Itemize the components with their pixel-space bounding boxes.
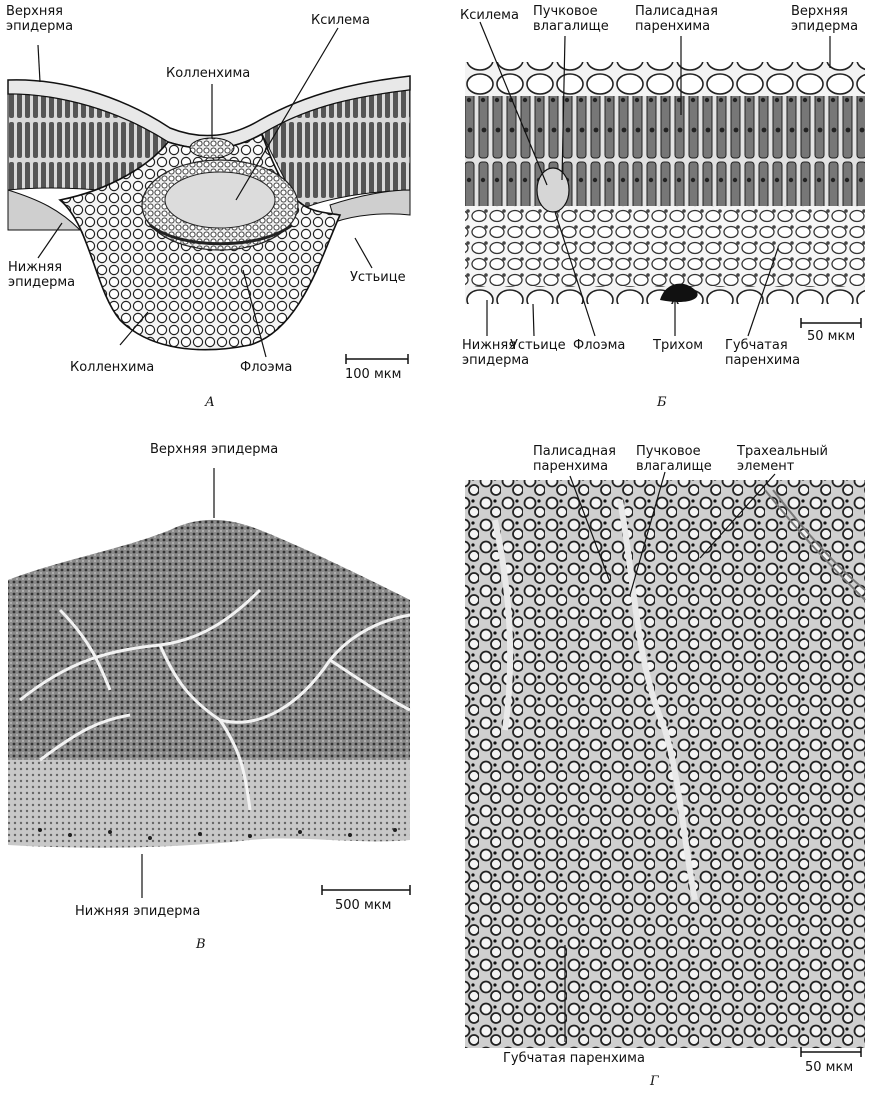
label-d-tracheal: Трахеальный элемент bbox=[737, 444, 828, 474]
scale-label-c: 500 мкм bbox=[335, 898, 392, 913]
scale-label-d: 50 мкм bbox=[805, 1060, 854, 1075]
label-collenchyma-bottom: Колленхима bbox=[70, 360, 155, 375]
scale-label-b: 50 мкм bbox=[807, 329, 856, 344]
panel-c-micrograph bbox=[0, 430, 435, 970]
panel-d-micrograph bbox=[435, 430, 870, 1094]
label-collenchyma-top: Колленхима bbox=[166, 66, 251, 81]
panel-c bbox=[0, 430, 435, 970]
caption-b: Б bbox=[657, 395, 667, 410]
panel-d-scale-bar bbox=[801, 1047, 861, 1057]
label-b-trichome: Трихом bbox=[653, 338, 704, 353]
label-b-lower-epidermis: Нижняя эпидерма bbox=[462, 338, 530, 368]
panel-b-scale-bar bbox=[801, 318, 861, 328]
panel-b bbox=[435, 0, 870, 420]
caption-a: А bbox=[205, 395, 215, 410]
label-d-palisade: Палисадная паренхима bbox=[533, 444, 616, 474]
panel-d bbox=[435, 430, 870, 1094]
label-d-spongy: Губчатая паренхима bbox=[503, 1051, 645, 1066]
label-phloem: Флоэма bbox=[240, 360, 293, 375]
label-upper-epidermis: Верхняя эпидерма bbox=[6, 4, 74, 34]
caption-d: Г bbox=[650, 1074, 659, 1089]
label-c-upper-epidermis: Верхняя эпидерма bbox=[150, 442, 279, 457]
label-b-palisade: Палисадная паренхима bbox=[635, 4, 718, 34]
label-b-xylem: Ксилема bbox=[460, 8, 519, 23]
label-stoma: Устьице bbox=[350, 270, 406, 285]
label-b-bundle-sheath: Пучковое влагалище bbox=[533, 4, 609, 34]
label-xylem: Ксилема bbox=[311, 13, 370, 28]
scale-label-a: 100 мкм bbox=[345, 367, 402, 382]
label-b-upper-epidermis: Верхняя эпидерма bbox=[791, 4, 859, 34]
label-b-stoma: Устьице bbox=[510, 338, 566, 353]
panel-a-scale-bar bbox=[346, 354, 408, 364]
label-d-bundle-sheath: Пучковое влагалище bbox=[636, 444, 712, 474]
panel-a bbox=[0, 0, 435, 420]
label-c-lower-epidermis: Нижняя эпидерма bbox=[75, 904, 201, 919]
panel-c-scale-bar bbox=[322, 885, 410, 895]
panel-a-illustration bbox=[0, 0, 435, 420]
caption-c: В bbox=[196, 937, 206, 952]
label-b-phloem: Флоэма bbox=[573, 338, 626, 353]
label-lower-epidermis: Нижняя эпидерма bbox=[8, 260, 76, 290]
label-b-spongy: Губчатая паренхима bbox=[725, 338, 801, 368]
